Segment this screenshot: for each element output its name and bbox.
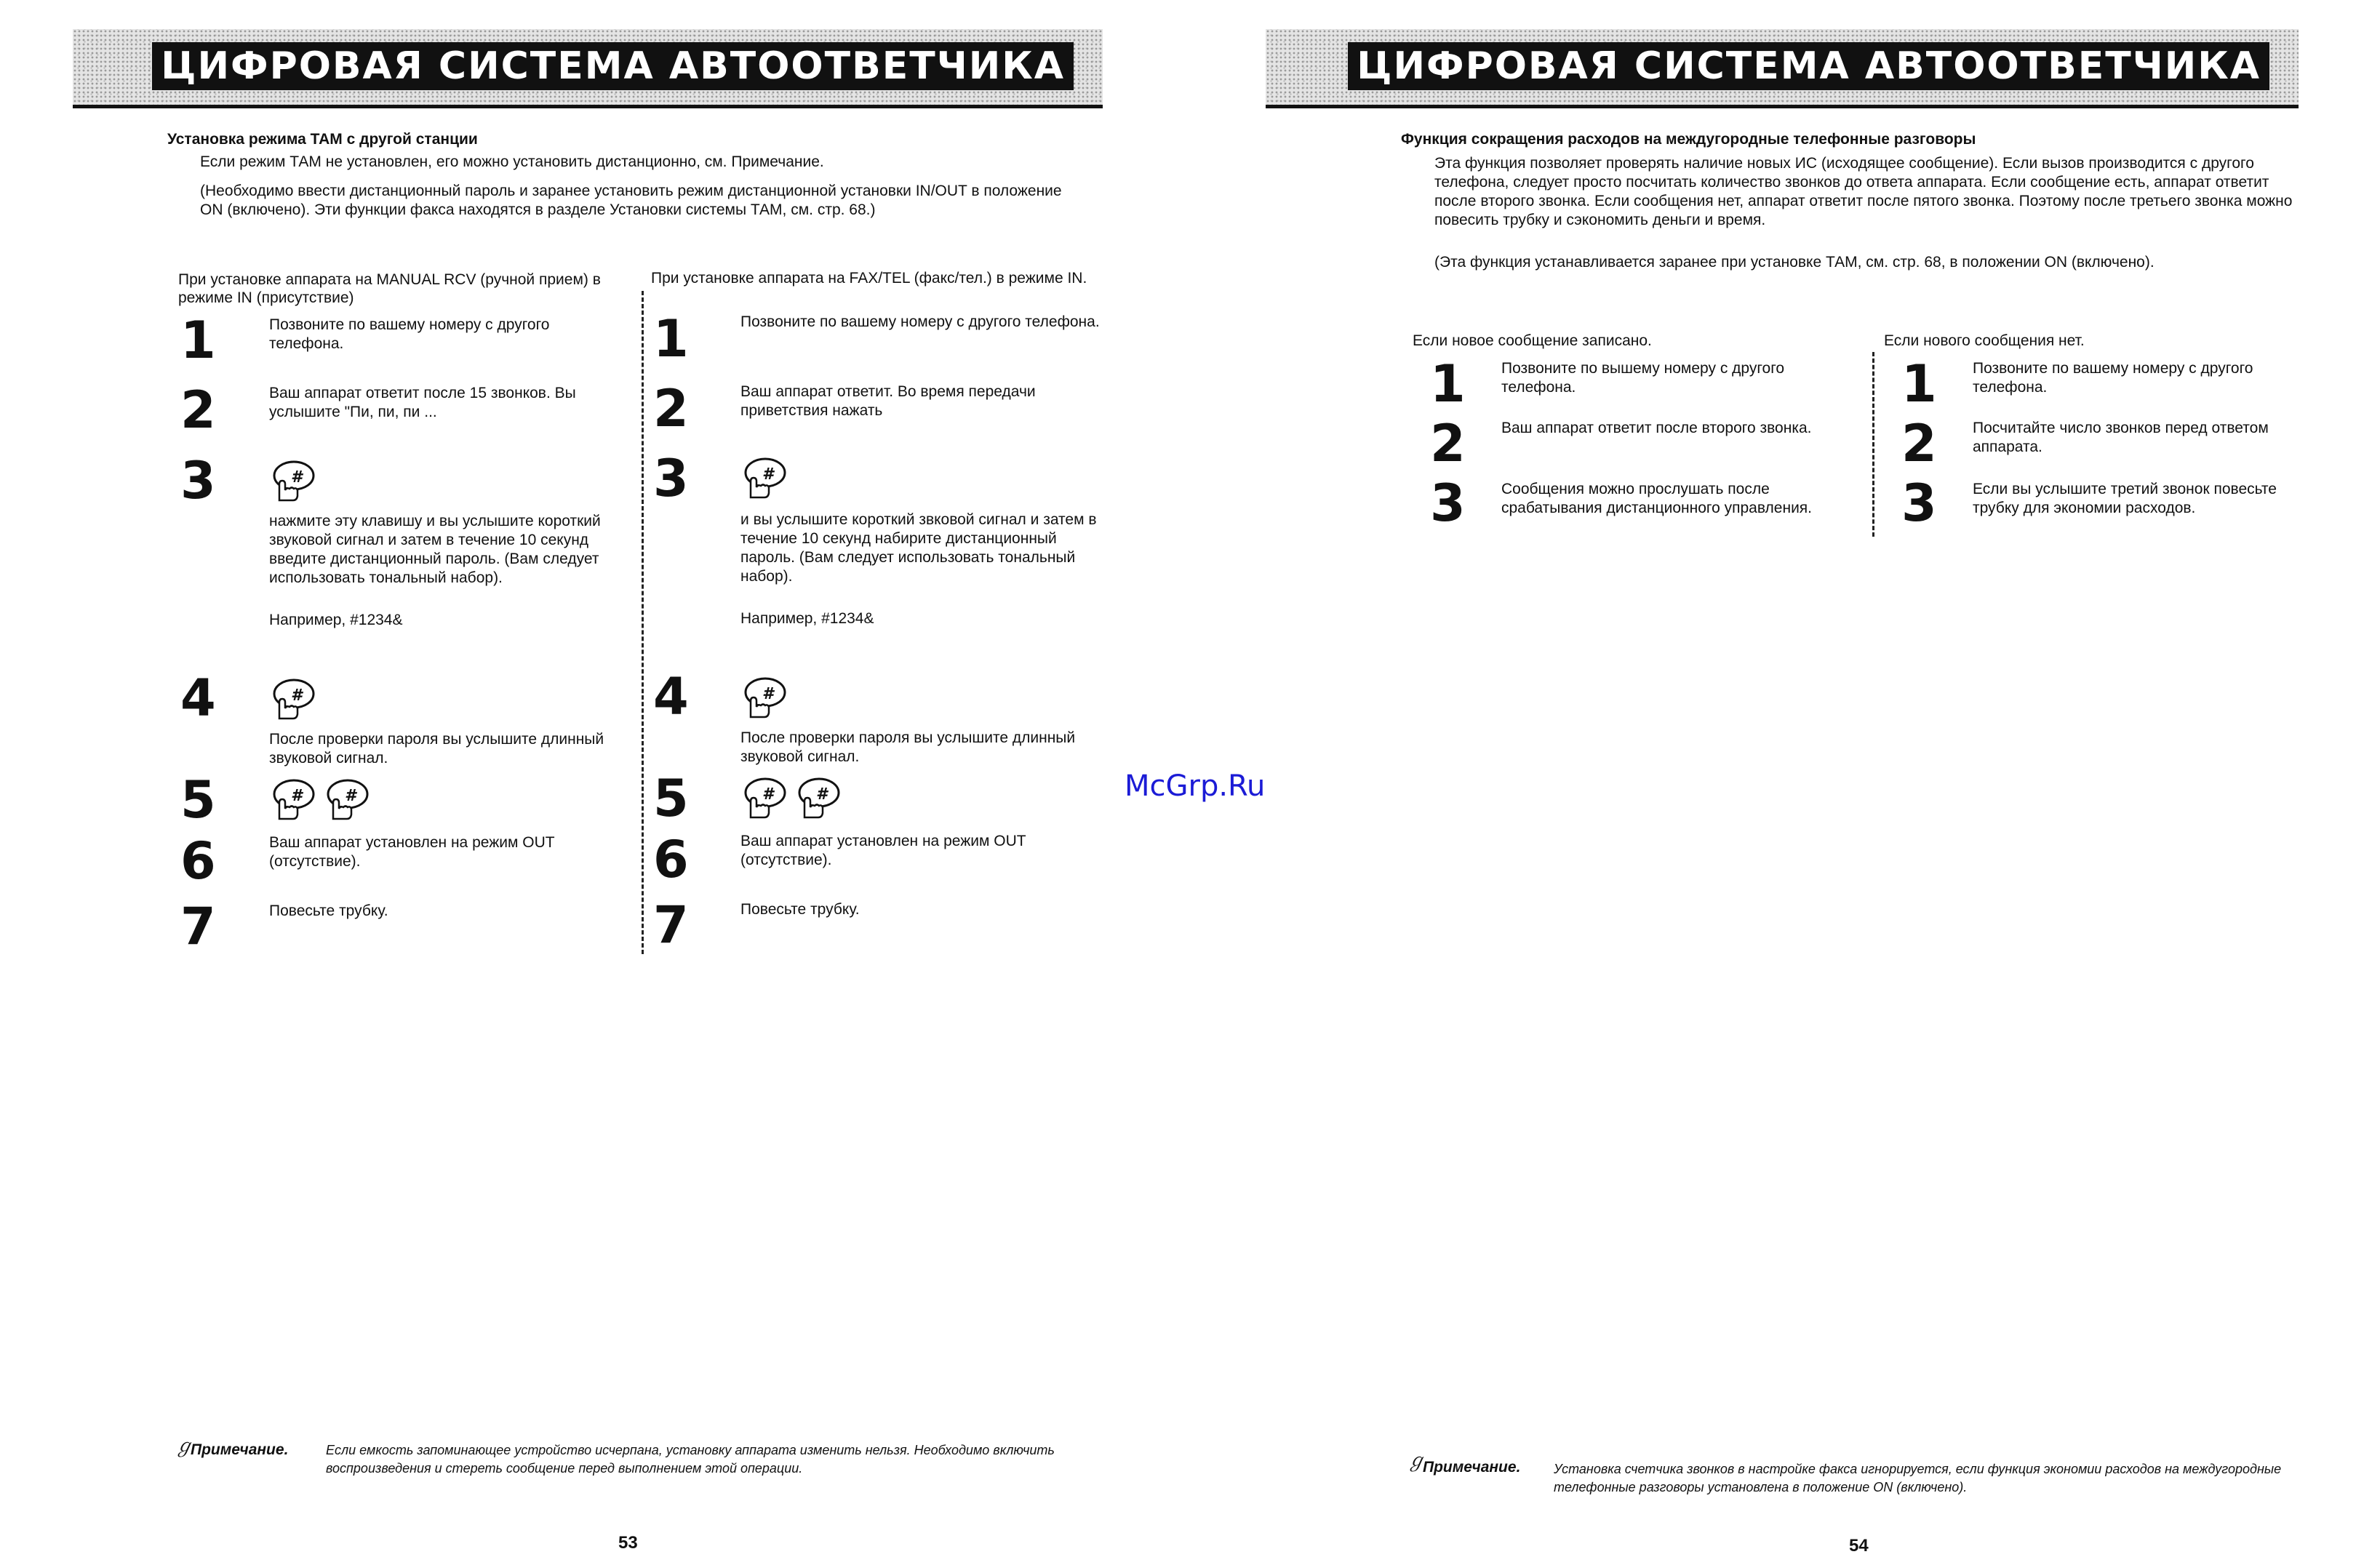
column-a-label: При установке аппарата на MANUAL RCV (ручной прием) в режиме IN (присутствие) [178,271,601,306]
hash-key-icon [740,675,787,719]
step-number: 3 [1430,473,1466,533]
header-band [73,29,1103,108]
step-number: 3 [653,449,689,508]
step-number: 2 [1901,414,1937,473]
step-number: 5 [180,770,216,830]
step-text: Позвоните по вашему номеру с другого телефона. [740,313,1100,330]
note-icon: ℊ [1407,1450,1426,1472]
step-number: 1 [1430,354,1466,414]
header-band [1266,29,2299,108]
column-a-label: Если новое сообщение записано. [1413,332,1652,349]
step-text: Ваш аппарат установлен на режим OUT (отсутствие). [740,833,1026,868]
step-text: После проверки пароля вы услышите длинный звуковой сигнал. [269,731,604,767]
intro-note-text: (Необходимо ввести дистанционный пароль и заранее установить режим дистанционной установки IN/OUT в положение ON (включено). Эти функции факса находятся в разделе Установки системы ТАМ, см. стр. 68.) [200,183,1062,218]
header-title: ЦИФРОВАЯ СИСТЕМА АВТООТВЕТЧИКА [1348,42,2269,90]
step-text: Повесьте трубку. [269,902,388,919]
intro-note-text: (Эта функция устанавливается заранее при установке ТАМ, см. стр. 68, в положении ON (включено). [1434,254,2155,271]
column-b-label: Если нового сообщения нет. [1884,332,2085,349]
step-text: Повесьте трубку. [740,901,860,918]
page-number: 53 [618,1533,638,1553]
step-text: Если вы услышите третий звонок повесьте трубку для экономии расходов. [1973,481,2277,516]
step-text: Ваш аппарат ответит. Во время передачи приветствия нажать [740,383,1036,419]
step-text: Ваш аппарат ответит после 15 звонков. Вы услышите "Пи, пи, пи ... [269,385,576,420]
hash-key-icon [269,777,316,820]
section-title: Установка режима ТАМ с другой станции [167,131,478,148]
step-number: 6 [180,831,216,891]
step-text: Посчитайте число звонков перед ответом аппарата. [1973,420,2269,455]
step-text: Ваш аппарат установлен на режим OUT (отсутствие). [269,834,555,870]
note-label: Примечание. [191,1441,289,1458]
section-title: Функция сокращения расходов на междугородные телефонные разговоры [1401,131,1976,148]
hash-key-icon [323,777,370,820]
step-number: 1 [1901,354,1937,414]
step-text: Позвоните по вашему номеру с другого телефона. [269,316,550,352]
step-text: Сообщения можно прослушать после срабатывания дистанционного управления. [1501,481,1813,516]
step-number: 4 [653,667,689,727]
step-number: 7 [180,897,216,956]
column-divider [1872,352,1874,537]
step-text: Позвоните по вышему номеру с другого телефона. [1501,360,1785,396]
hash-key-icon [269,458,316,502]
step-text: Ваш аппарат ответит после второго звонка. [1501,420,1812,436]
step-number: 4 [180,668,216,728]
page-54 [1190,0,2380,1565]
example-text: Например, #1234& [740,610,874,627]
watermark: McGrp.Ru [1125,769,1266,803]
page-number: 54 [1849,1536,1869,1556]
note-label: Примечание. [1423,1459,1521,1476]
step-text: Позвоните по вашему номеру с другого телефона. [1973,360,2253,396]
step-number: 2 [653,379,689,439]
step-number: 7 [653,895,689,955]
step-number: 6 [653,830,689,889]
step-number: 1 [180,311,216,370]
column-b-label: При установке аппарата на FAX/TEL (факс/тел.) в режиме IN. [651,270,1087,287]
step-number: 3 [1901,473,1937,533]
header-title: ЦИФРОВАЯ СИСТЕМА АВТООТВЕТЧИКА [152,42,1074,90]
hash-key-icon [794,775,841,819]
hash-key-icon [740,455,787,499]
note-text: Установка счетчика звонков в настройке факса игнорируется, если функция экономии расходов на междугородные телефонные разговоры установлена в положение ON (включено). [1554,1462,2282,1494]
step-number: 2 [180,380,216,440]
hash-key-icon [269,676,316,720]
note-icon: ℊ [175,1436,194,1457]
example-text: Например, #1234& [269,612,403,628]
step-number: 3 [180,451,216,511]
step-number: 2 [1430,414,1466,473]
step-text: После проверки пароля вы услышите длинный звуковой сигнал. [740,729,1076,765]
intro-text: Если режим ТАМ не установлен, его можно установить дистанционно, см. Примечание. [200,153,824,170]
step-number: 1 [653,309,689,369]
step-number: 5 [653,769,689,828]
column-divider [642,291,644,954]
note-text: Если емкость запоминающее устройство исчерпана, установку аппарата изменить нельзя. Необходимо включить воспроизведения и стереть сообщение перед выполнением этой операции. [326,1443,1055,1476]
intro-text: Эта функция позволяет проверять наличие новых ИС (исходящее сообщение). Если вызов производится с другого телефона, следует просто посчитать количество звонков до ответа аппарата. Если сообщение есть, аппарат ответит после второго звонка. Если сообщения нет, аппарат ответит после пятого звонка. Поэтому после третьего звонка можно повесить трубку и сэкономить деньги и время. [1434,155,2293,228]
step-text: и вы услышите короткий звковой сигнал и затем в течение 10 секунд набирите дистанционный пароль. (Вам следует использовать тональный набор). [740,511,1097,585]
step-text: нажмите эту клавишу и вы услышите короткий звуковой сигнал и затем в течение 10 секунд введите дистанционный пароль. (Вам следует использовать тональный набор). [269,513,601,586]
hash-key-icon [740,775,787,819]
